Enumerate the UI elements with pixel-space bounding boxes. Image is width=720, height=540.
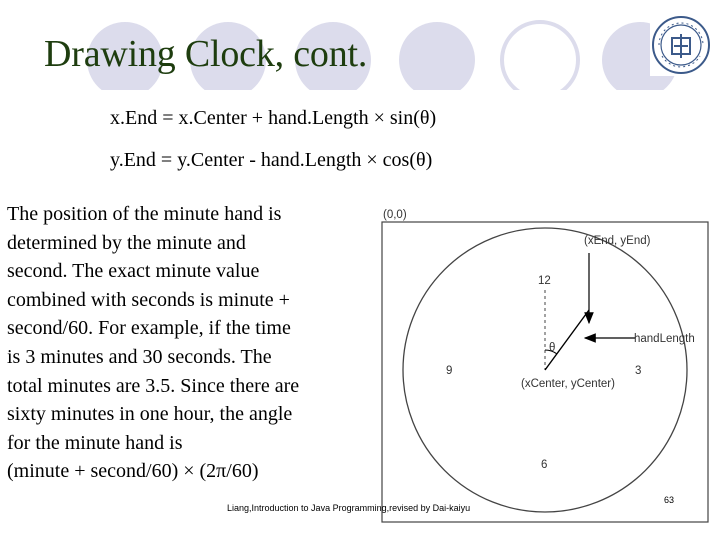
origin-label: (0,0) <box>383 209 407 221</box>
page-number: 63 <box>664 495 675 505</box>
clock-number-6: 6 <box>541 459 548 471</box>
formula-x-end: x.End = x.Center + hand.Length × sin(θ) <box>110 107 437 129</box>
footer-credit: Liang,Introduction to Java Programming,revised by Dai-kaiyu <box>227 503 471 513</box>
center-label: (xCenter, yCenter) <box>521 378 615 390</box>
slide-title: Drawing Clock, cont. <box>44 33 368 75</box>
hand-length-label: handLength <box>634 333 695 345</box>
decor-circle <box>399 22 475 90</box>
clock-number-3: 3 <box>635 365 642 377</box>
body-paragraph: The position of the minute hand is determined by the minute and second. The exact minute value combined with seconds is minute + second/60. For example, if the time is 3 minutes and 30 seconds. The total minutes are 3.5. Since there are sixty minutes in one hour, the angle for the minute hand is (minute + second/60) × (2π/60) <box>7 203 300 483</box>
end-point-label: (xEnd, yEnd) <box>584 235 651 247</box>
clock-number-9: 9 <box>446 365 453 377</box>
minute-hand <box>545 310 589 370</box>
clock-number-12: 12 <box>538 275 551 287</box>
university-seal-icon <box>650 14 712 76</box>
theta-label: θ <box>549 342 556 354</box>
clock-diagram <box>380 205 710 525</box>
formula-y-end: y.End = y.Center - hand.Length × cos(θ) <box>110 149 433 171</box>
diagram-frame <box>382 222 708 522</box>
decor-circle <box>502 22 578 90</box>
